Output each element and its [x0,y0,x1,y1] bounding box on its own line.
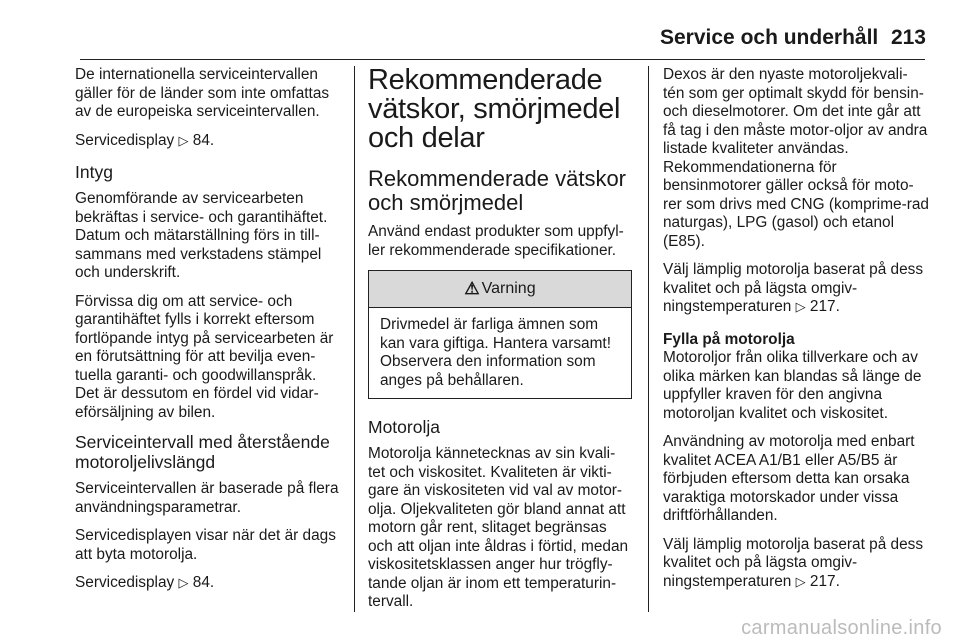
sub-section-heading: Rekommenderade vätskor och smörjmedel [368,166,627,215]
page-reference-link[interactable]: 217. [809,572,840,590]
intyg-paragraph-1: Genomförande av servicearbeten bekräftas i service- och garantihäftet. Datum och mätarställning förs in till-sammans med verkstadens stämpel och underskrift. [75,190,328,281]
oil-choice-paragraph-2: Välj lämplig motorolja baserat på dess kvalitet och på lägsta omgiv-ningstemperaturen ▷ 217. [663,535,924,590]
column-3 [663,66,929,601]
right-triangle-arrow-icon: ▷ [178,575,189,590]
page-reference-link[interactable]: 217. [809,298,840,315]
page-header [640,26,926,56]
right-triangle-arrow-icon: ▷ [795,573,806,589]
warning-title: Varning [481,279,536,297]
intyg-heading: Intyg [75,162,113,182]
service-display-reference-2[interactable]: Servicedisplay ▷ 84. [75,574,215,591]
page-title: Service och underhåll [660,26,879,49]
right-triangle-arrow-icon: ▷ [178,132,189,148]
oil-choice-paragraph-1: Välj lämplig motorolja baserat på dess kvalitet och på lägsta omgiv-ningstemperaturen ▷ 217. [663,261,924,315]
interval-heading: Serviceintervall med återstående motoroljelivslängd [75,432,330,472]
right-triangle-arrow-icon: ▷ [795,299,806,314]
acea-paragraph: Användning av motorolja med enbart kvalitet ACEA A1/B1 eller A5/B5 är förbjuden eftersom detta kan orsaka varaktiga motorskador under vissa driftförhållanden. [663,433,915,524]
intyg-paragraph-2: Förvissa dig om att service- och garantihäftet fylls i korrekt eftersom fortlöpande intyg på servicearbeten är en förutsättning för att bevilja even-tuella garanti- och goodwillanspråk. Det är dessutom en fördel vid vidar-eförsäljning av bilen. [75,292,334,421]
column-2 [368,66,632,622]
header-rule [80,59,925,60]
warning-header [369,271,631,308]
sub-section-paragraph: Använd endast produkter som uppfyl-ler rekommenderade specifikationer. [368,223,624,259]
warning-triangle-icon: ⚠ [464,278,480,298]
engine-oil-paragraph: Motorolja kännetecknas av sin kvali-tet och viskositet. Kvaliteten är vikti-gare än viskositeten vid val av motor-olja. Oljekvaliteten gör bland annat att motorn går rent, slitaget begränsas och att oljan inte åldras i förtid, medan viskositetsklassen anger hur trögfly-tande oljan är inom ett temperaturin-tervall. [368,445,629,610]
dexos-paragraph: Dexos är den nyaste motoroljekvali-tén som ger optimalt skydd för bensin- och dieselmotorer. Om det inte går att få tag i den måste motor-oljor av andra listade kvaliteter användas. Rekommendationerna för bensinmotorer gäller också för moto-rer som drivs med CNG (komprime-rad naturgas), LPG (gasol) och etanol (E85). [663,66,929,250]
interval-paragraph-2: Servicedisplayen visar när det är dags att byta motorolja. [75,527,336,563]
fill-oil-paragraph: Motoroljor från olika tillverkare och av olika märken kan blandas så länge de uppfyller kraven för den angivna motoroljan kvalitet och viskositet. [663,349,922,422]
engine-oil-heading: Motorolja [368,417,440,437]
page-number: 213 [890,26,926,49]
warning-body: Drivmedel är farliga ämnen som kan vara giftiga. Hantera varsamt! Observera den information som anges på behållaren. [380,316,611,389]
column-1 [75,66,342,603]
column-divider-2 [648,66,649,612]
warning-box [368,270,632,399]
fill-oil-heading: Fylla på motorolja [663,330,795,348]
intro-paragraph: De internationella serviceintervallen gäller för de länder som inte omfattas av de europeiska serviceintervallen. [75,66,330,120]
column-divider-1 [354,66,355,612]
main-section-heading: Rekommenderade vätskor, smörjmedel och delar [368,64,621,154]
watermark: carmanualsonline.info [741,617,942,639]
interval-paragraph-1: Serviceintervallen är baserade på flera användningsparametrar. [75,480,339,516]
service-display-reference-1[interactable]: Servicedisplay ▷ 84. [75,131,215,149]
